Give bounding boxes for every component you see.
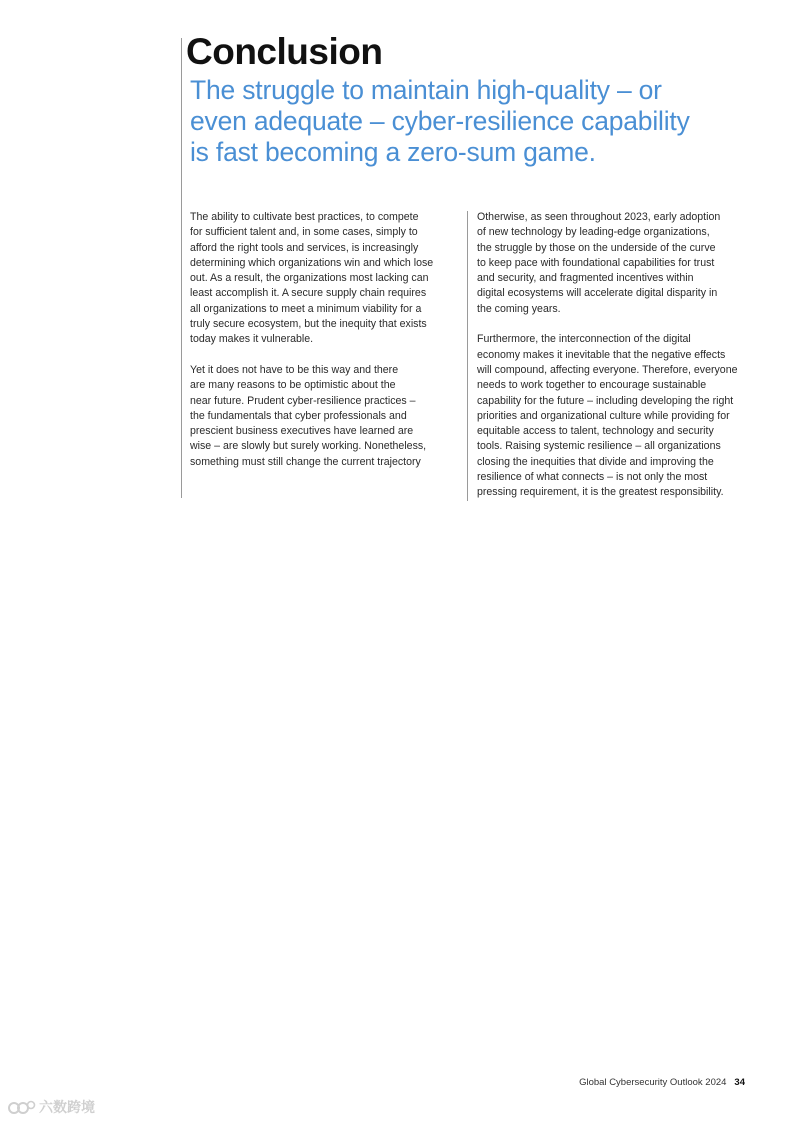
paragraph [190, 363, 462, 470]
text-line: something must still change the current trajectory [190, 455, 421, 468]
text-line: priorities and organizational culture while providing for [477, 409, 730, 422]
text-line: truly secure ecosystem, but the inequity that exists [190, 318, 427, 331]
paragraph [477, 332, 757, 500]
text-line: near future. Prudent cyber-resilience practices – [190, 394, 416, 407]
left-margin-rule [181, 38, 182, 498]
watermark [8, 1097, 95, 1117]
text-line: Furthermore, the interconnection of the digital [477, 333, 691, 346]
text-line: tools. Raising systemic resilience – all organizations [477, 440, 721, 453]
text-line: capability for the future – including developing the right [477, 394, 734, 407]
column-divider-rule [467, 211, 468, 501]
text-line: needs to work together to encourage sustainable [477, 379, 707, 392]
text-line: prescient business executives have learned are [190, 425, 414, 438]
text-line: equitable access to talent, technology and security [477, 425, 714, 438]
text-line: the coming years. [477, 302, 561, 315]
text-line: today makes it vulnerable. [190, 333, 314, 346]
page-number: 34 [734, 1077, 745, 1088]
subtitle-line: even adequate – cyber-resilience capability [190, 106, 690, 136]
page-title: Conclusion [186, 31, 383, 72]
text-line: least accomplish it. A secure supply chain requires [190, 287, 427, 300]
subtitle-line: is fast becoming a zero-sum game. [190, 137, 596, 167]
text-line: afford the right tools and services, is increasingly [190, 241, 419, 254]
text-line: will compound, affecting everyone. Therefore, everyone [477, 363, 738, 376]
page-footer [579, 1077, 745, 1088]
page-subtitle [190, 75, 710, 168]
subtitle-line: The struggle to maintain high-quality – or [190, 75, 662, 105]
text-line: are many reasons to be optimistic about the [190, 379, 396, 392]
text-line: digital ecosystems will accelerate digital disparity in [477, 287, 718, 300]
text-line: and security, and fragmented incentives within [477, 272, 694, 285]
text-line: Otherwise, as seen throughout 2023, early adoption [477, 211, 721, 223]
text-line: out. As a result, the organizations most lacking can [190, 272, 429, 285]
text-line: The ability to cultivate best practices, to compete [190, 211, 419, 223]
text-line: closing the inequities that divide and improving the [477, 455, 714, 468]
text-line: determining which organizations win and which lose [190, 256, 434, 269]
right-text-column [477, 210, 757, 516]
text-line: all organizations to meet a minimum viability for a [190, 302, 422, 315]
text-line: wise – are slowly but surely working. Nonetheless, [190, 440, 427, 453]
text-line: resilience of what connects – is not only the most [477, 471, 708, 484]
text-line: for sufficient talent and, in some cases, simply to [190, 226, 418, 239]
paragraph [190, 210, 462, 348]
paragraph [477, 210, 757, 317]
watermark-text: 六数跨境 [39, 1099, 95, 1115]
text-line: of new technology by leading-edge organizations, [477, 226, 710, 239]
text-line: pressing requirement, it is the greatest responsibility. [477, 486, 724, 499]
footer-publication: Global Cybersecurity Outlook 2024 [579, 1077, 727, 1088]
watermark-logo-icon [8, 1099, 36, 1115]
text-line: the fundamentals that cyber professionals and [190, 409, 407, 422]
text-line: the struggle by those on the underside of the curve [477, 241, 716, 254]
text-line: economy makes it inevitable that the negative effects [477, 348, 726, 361]
left-text-column [190, 210, 462, 485]
text-line: to keep pace with foundational capabilities for trust [477, 256, 715, 269]
text-line: Yet it does not have to be this way and there [190, 363, 399, 376]
